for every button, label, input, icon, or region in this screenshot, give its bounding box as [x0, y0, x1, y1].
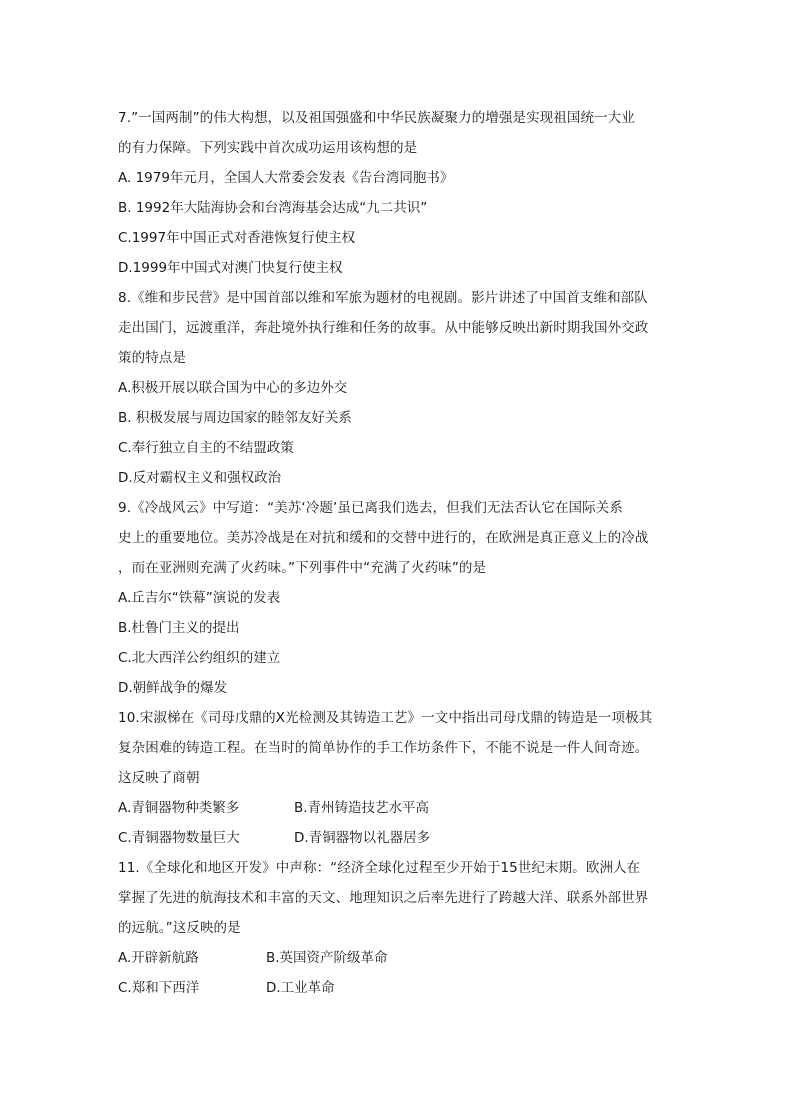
question-10	[118, 703, 678, 853]
question-stem-line: 史上的重要地位。美苏冷战是在对抗和缓和的交替中进行的，在欧洲是真正意义上的冷战	[118, 530, 649, 546]
question-stem-line: 的远航。”这反映的是	[118, 920, 241, 936]
option-a: A. 1979年元月，全国人大常委会发表《告台湾同胞书》	[118, 170, 454, 186]
question-stem-line: 11.《全球化和地区开发》中声称：“经济全球化过程至少开始于15世纪末期。欧洲人在	[118, 860, 641, 876]
question-stem-line: 9.《冷战风云》中写道：“美苏‘冷题’虽已离我们选去，但我们无法否认它在国际关系	[118, 500, 623, 516]
option-a: A.丘吉尔“铁幕”演说的发表	[118, 590, 281, 606]
option-c: C.青铜器物数量巨大	[118, 830, 240, 846]
option-b: B.杜鲁门主义的提出	[118, 620, 240, 636]
option-d: D.反对霸权主义和强权政治	[118, 470, 282, 486]
option-d: D.朝鲜战争的爆发	[118, 680, 228, 696]
option-b: B.青州铸造技艺水平高	[294, 800, 430, 816]
option-b: B. 1992年大陆海协会和台湾海基会达成“九二共识”	[118, 200, 428, 216]
option-a: A.积极开展以联合国为中心的多边外交	[118, 380, 348, 396]
option-d: D.1999年中国式对澳门快复行使主权	[118, 260, 343, 276]
question-stem-line: 的有力保障。下列实践中首次成功运用该构想的是	[118, 140, 418, 156]
question-stem-line: 10.宋淑梯在《司母戊鼎的X光检测及其铸造工艺》一文中指出司母戊鼎的铸造是一项极其	[118, 710, 653, 726]
option-d: D.青铜器物以礼器居多	[294, 830, 431, 846]
option-row	[118, 823, 678, 853]
question-stem-line: 7.”一国两制”的伟大构想，以及祖国强盛和中华民族凝聚力的增强是实现祖国统一大业	[118, 110, 635, 126]
question-stem-line: 掌握了先进的航海技术和丰富的天文、地理知识之后率先进行了跨越大洋、联系外部世界	[118, 890, 649, 906]
option-row	[118, 973, 678, 1003]
option-b: B. 积极发展与周边国家的睦邻友好关系	[118, 410, 352, 426]
option-d: D.工业革命	[266, 980, 335, 996]
option-row	[118, 793, 678, 823]
option-c: C.北大西洋公约组织的建立	[118, 650, 281, 666]
option-c: C.1997年中国正式对香港恢复行使主权	[118, 230, 356, 246]
option-a: A.青铜器物种类繁多	[118, 800, 240, 816]
question-stem-line: 走出国门，远渡重洋，奔赴境外执行维和任务的故事。从中能够反映出新时期我国外交政	[118, 320, 649, 336]
question-stem-line: 这反映了商朝	[118, 770, 200, 786]
option-a: A.开辟新航路	[118, 950, 199, 966]
question-stem-line: ，而在亚洲则充满了火药味。”下列事件中“充满了火药味”的是	[118, 560, 487, 576]
option-c: C.郑和下西洋	[118, 980, 200, 996]
question-list	[118, 103, 678, 1003]
question-11	[118, 853, 678, 1003]
option-b: B.英国资产阶级革命	[266, 950, 388, 966]
question-stem-line: 复杂困难的铸造工程。在当时的简单协作的手工作坊条件下，不能不说是一件人间奇迹。	[118, 740, 649, 756]
question-8	[118, 283, 678, 493]
question-7	[118, 103, 678, 283]
question-stem-line: 8.《维和步民营》是中国首部以维和军旅为题材的电视剧。影片讲述了中国首支维和部队	[118, 290, 648, 306]
option-c: C.奉行独立自主的不结盟政策	[118, 440, 294, 456]
option-row	[118, 943, 678, 973]
question-9	[118, 493, 678, 703]
question-stem-line: 策的特点是	[118, 350, 186, 366]
